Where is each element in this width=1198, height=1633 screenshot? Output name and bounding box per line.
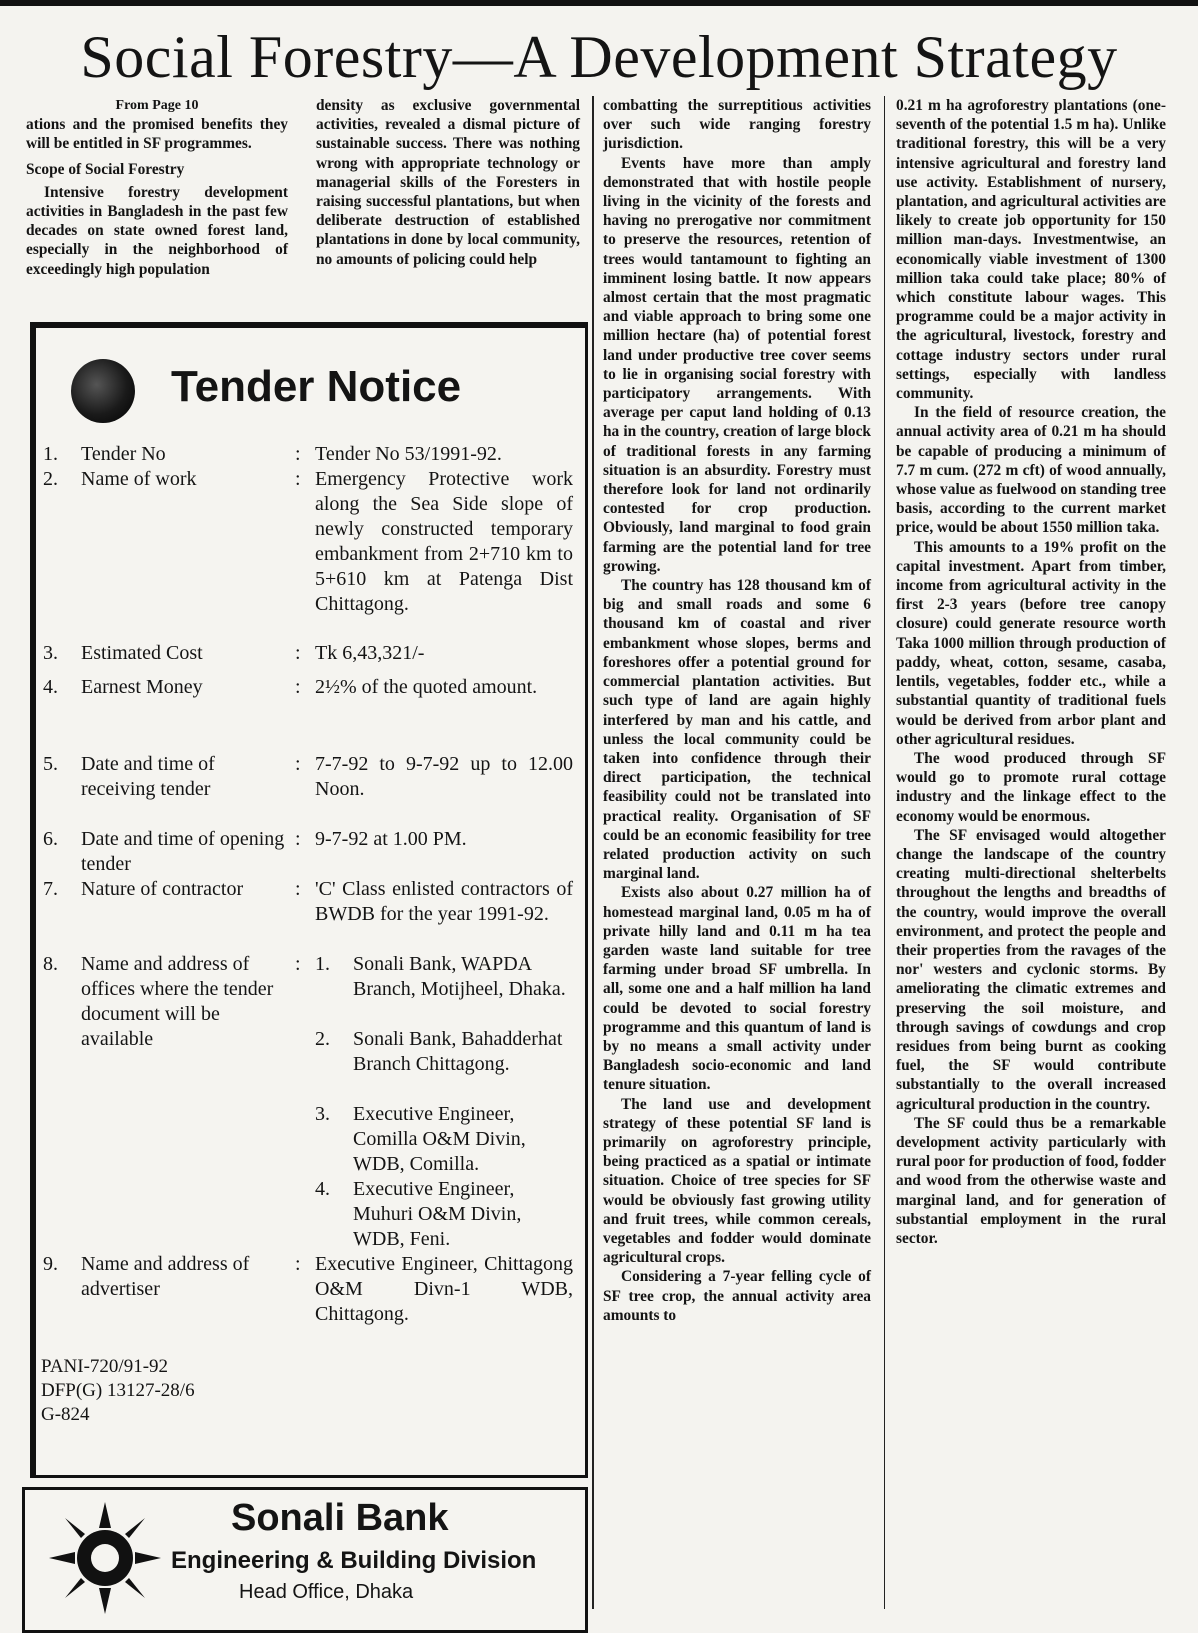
article-column-1 xyxy=(26,96,288,279)
office-list xyxy=(315,952,573,1252)
tender-row xyxy=(43,1252,573,1327)
row-colon: : xyxy=(295,878,301,900)
row-label: Tender No xyxy=(81,443,166,465)
column-divider xyxy=(592,96,594,1609)
row-label: Name of work xyxy=(81,468,197,490)
article-paragraph: The SF envisaged would altogether change the landscape of the country creating multi-directional shelterbelts throughout the lengths and breadths of the country, would improve the overall environment, and protect the people and their properties from the ravages of the nor' westers and cyclonic storms. By ameliorating the climatic extremes and preserving the soil moisture, and through savings of cowdungs and crop residues from being burnt as cooking fuel, the SF would contribute substantially to the overall increased agricultural production in the country. xyxy=(896,826,1166,1113)
row-value: Tender No 53/1991-92. xyxy=(315,443,502,465)
tender-row xyxy=(43,827,573,877)
row-number: 2. xyxy=(43,468,58,490)
row-label: Estimated Cost xyxy=(81,642,203,664)
office-address: Executive Engineer, Muhuri O&M Divin, WDB, Feni. xyxy=(353,1178,522,1250)
row-value: 9-7-92 at 1.00 PM. xyxy=(315,828,467,850)
row-number: 5. xyxy=(43,753,58,775)
row-value: 2½% of the quoted amount. xyxy=(315,676,538,698)
article-paragraph: 0.21 m ha agroforestry plantations (one-seventh of the potential 1.5 m ha). Unlike traditional forestry, this will be a very intensive agricultural and forestry land use activity. Establishment of nursery, plantation, and agricultural activities are likely to create job opportunity for 150 million man-days. Investmentwise, an economically viable investment of 1300 million taka could take place; 80% of which constitute labour wages. This programme could be a major activity in the agricultural, livestock, forestry and cottage industry sectors under rural settings, especially with landless community. xyxy=(896,97,1166,403)
row-colon: : xyxy=(295,753,301,775)
office-number: 2. xyxy=(315,1028,330,1050)
office-item xyxy=(315,1102,573,1177)
row-value: 'C' Class enlisted contractors of BWDB for the year 1991-92. xyxy=(315,878,573,925)
row-colon: : xyxy=(295,676,301,698)
article-paragraph: combatting the surreptitious activities over such wide ranging forestry jurisdiction. xyxy=(603,97,871,153)
continuation-label: From Page 10 xyxy=(115,98,199,113)
office-address: Sonali Bank, Bahadderhat Branch Chittagong. xyxy=(353,1028,563,1075)
tender-notice-box xyxy=(30,322,588,1478)
row-label: Date and time of receiving tender xyxy=(81,753,215,800)
row-colon: : xyxy=(295,1253,301,1275)
article-paragraph: The land use and development strategy of these potential SF land is primarily on agroforestry principle, being practiced as a spatial or intimate situation. Choice of tree species for SF would be obviously fast growing utility and fruit trees, while common cereals, vegetables and fodder would dominate agricultural crops. xyxy=(603,1095,871,1267)
tender-title: Tender Notice xyxy=(171,362,462,411)
article-paragraph: Intensive forestry development activities in Bangladesh in the past few decades on state owned forest land, especially in the neighborhood of exceedingly high population xyxy=(26,183,288,278)
sonali-bank-logo-icon xyxy=(45,1498,165,1618)
row-number: 8. xyxy=(43,953,58,975)
tender-row xyxy=(43,641,573,666)
row-number: 4. xyxy=(43,676,58,698)
page-headline: Social Forestry—A Development Strategy xyxy=(80,24,1118,90)
row-number: 6. xyxy=(43,828,58,850)
row-colon: : xyxy=(295,642,301,664)
article-paragraph: This amounts to a 19% profit on the capital investment. Apart from timber, income from agricultural activity in the first 2-3 years (before tree canopy closure) could generate resource worth Taka 1000 million through production of paddy, wheat, cotton, sesame, casaba, lentils, vegetables, fodder etc., while a substantial quantity of traditional fuels would be derived from arbor plant and other agricultural residues. xyxy=(896,538,1166,748)
row-value: Executive Engineer, Chittagong O&M Divn-1 WDB, Chittagong. xyxy=(315,1253,573,1325)
article-paragraph: Exists also about 0.27 million ha of homestead marginal land, 0.05 m ha of private hilly land and 0.11 m ha tea garden waste land suitable for tree farming under broad SF umbrella. In all, some one and a half million ha land could be devoted to social forestry programme and this quantum of land is by no means a small activity under Bangladesh socio-economic and land tenure situation. xyxy=(603,884,871,1094)
sonali-bank-division: Engineering & Building Division xyxy=(171,1547,537,1574)
row-label: Earnest Money xyxy=(81,676,203,698)
office-item xyxy=(315,952,573,1027)
article-paragraph: The wood produced through SF would go to promote rural cottage industry and the linkage effect to the economy would be enormous. xyxy=(896,749,1166,825)
row-value: 7-7-92 to 9-7-92 up to 12.00 Noon. xyxy=(315,753,573,800)
row-label: Name and address of advertiser xyxy=(81,1253,250,1300)
row-label: Date and time of opening tender xyxy=(81,828,285,875)
office-number: 1. xyxy=(315,953,330,975)
row-value: Tk 6,43,321/- xyxy=(315,642,425,664)
tender-row xyxy=(43,675,573,750)
row-number: 1. xyxy=(43,443,58,465)
article-paragraph: Events have more than amply demonstrated that with hostile people living in the vicinity of the forests and having no prerogative nor commitment to preserve the resources, retention of trees would tantamount to fighting an imminent losing battle. It now appears almost certain that the most pragmatic and viable approach to bring some one million hectare (ha) of potential forest land under productive tree cover seems to lie in organising social forestry with participatory arrangements. With average per caput land holding of 0.13 ha in the country, creation of large block of traditional forests in any farming situation is an absurdity. Forestry must therefore look for land not ordinarily contested for crop production. Obviously, land marginal to food grain farming are the potential land for tree growing. xyxy=(603,154,871,575)
office-number: 4. xyxy=(315,1178,330,1200)
article-paragraph: The country has 128 thousand km of big and small roads and some 6 thousand km of coastal and river embankment whose slopes, berms and foreshores offer a potential ground for commercial plantation activities. But such type of land are again highly interfered by man and his cattle, and unless the local community could be taken into confidence through their direct participation, the technical feasibility could not be translated into practical reality. Organisation of SF could be an economic feasibility for tree related production activity on such marginal land. xyxy=(603,577,871,883)
row-label: Name and address of offices where the tender document will be available xyxy=(81,953,274,1050)
section-subhead: Scope of Social Forestry xyxy=(26,160,185,178)
office-address: Executive Engineer, Comilla O&M Divin, WDB, Comilla. xyxy=(353,1103,526,1175)
sonali-bank-office: Head Office, Dhaka xyxy=(239,1581,414,1603)
article-paragraph: The SF could thus be a remarkable development activity particularly with rural poor for production of food, fodder and wood from the otherwise waste and marginal land, and for generation of substantial employment in the rural sector. xyxy=(896,1114,1166,1247)
tender-row xyxy=(43,467,573,642)
office-item xyxy=(315,1027,573,1102)
row-value: Emergency Protective work along the Sea Side slope of newly constructed temporary embankment from 2+710 km to 5+610 km at Patenga Dist Chittagong. xyxy=(315,468,573,615)
row-colon: : xyxy=(295,443,301,465)
article-paragraph: Considering a 7-year felling cycle of SF tree crop, the annual activity area amounts to xyxy=(603,1268,871,1324)
row-label: Nature of contractor xyxy=(81,878,244,900)
top-rule xyxy=(0,0,1198,6)
row-number: 9. xyxy=(43,1253,58,1275)
office-number: 3. xyxy=(315,1103,330,1125)
office-item xyxy=(315,1177,573,1252)
reference-code: G-824 xyxy=(41,1404,90,1425)
reference-code: PANI-720/91-92 xyxy=(41,1356,169,1377)
row-colon: : xyxy=(295,953,301,975)
row-number: 7. xyxy=(43,878,58,900)
government-emblem-icon xyxy=(71,359,135,423)
article-column-3 xyxy=(603,96,871,1325)
article-paragraph: In the field of resource creation, the annual activity area of 0.21 m ha should be capable of producing a minimum of 7.7 m cum. (272 m cft) of wood annually, whose value as fuelwood on standing tree basis, according to the current market price, would be about 1550 million taka. xyxy=(896,404,1166,537)
article-paragraph: ations and the promised benefits they will be entitled in SF programmes. xyxy=(26,116,288,153)
row-colon: : xyxy=(295,828,301,850)
row-colon: : xyxy=(295,468,301,490)
column-divider xyxy=(884,96,885,1609)
sonali-bank-title: Sonali Bank xyxy=(231,1497,449,1539)
article-column-4 xyxy=(896,96,1166,1248)
tender-row xyxy=(43,442,573,467)
reference-code: DFP(G) 13127-28/6 xyxy=(41,1380,195,1401)
tender-row xyxy=(43,752,573,827)
office-address: Sonali Bank, WAPDA Branch, Motijheel, Dhaka. xyxy=(353,953,566,1000)
sonali-bank-ad xyxy=(22,1487,588,1633)
tender-row xyxy=(43,877,573,952)
article-column-2 xyxy=(316,96,580,269)
article-paragraph: density as exclusive governmental activities, revealed a dismal picture of sustainable success. There was nothing wrong with appropriate technology or managerial skills of the Foresters in raising successful plantations, but when deliberate destruction of established plantations in done by local community, no amounts of policing could help xyxy=(316,97,580,268)
row-number: 3. xyxy=(43,642,58,664)
reference-codes xyxy=(41,1355,195,1427)
